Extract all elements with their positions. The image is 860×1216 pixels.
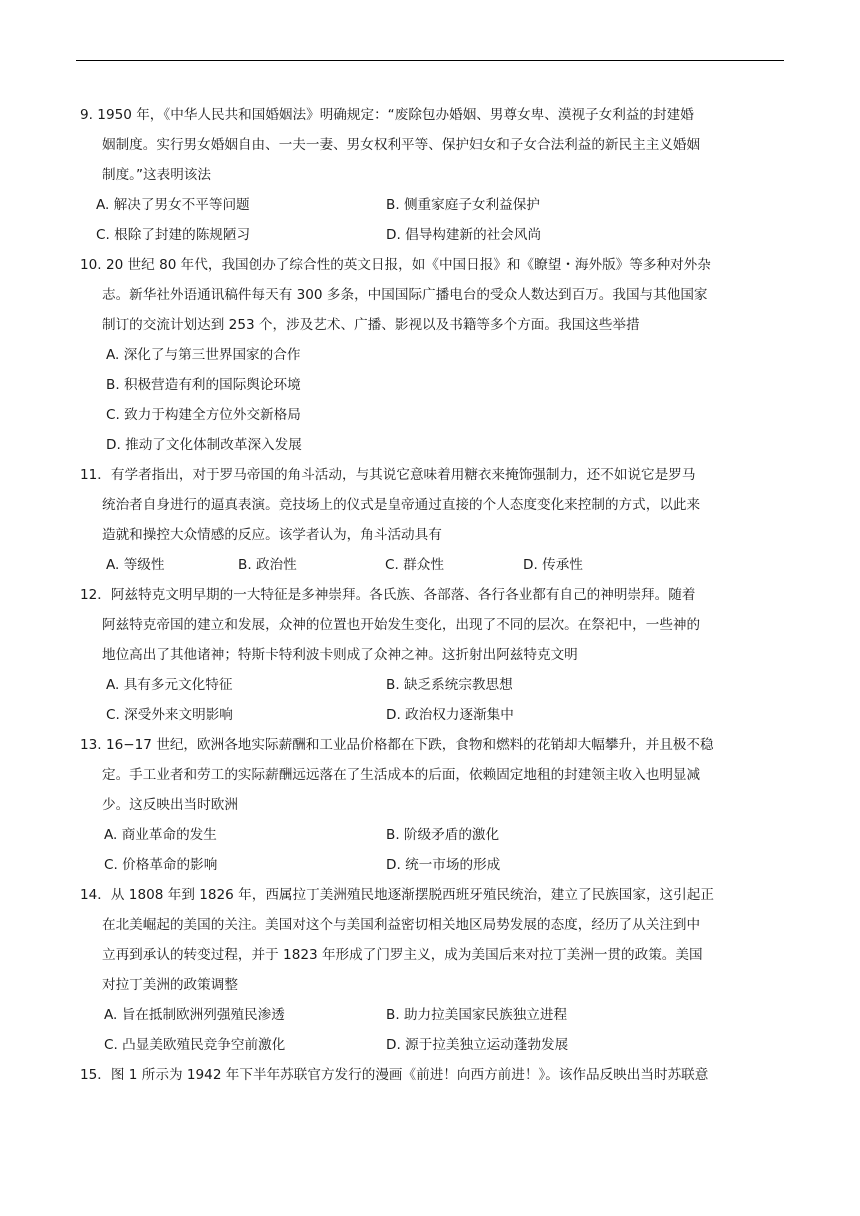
option-b: B. 阶级矛盾的激化 (386, 827, 500, 843)
option-a: A. 旨在抵制欧洲列强殖民渗透 (104, 1007, 285, 1023)
option-a: A. 商业革命的发生 (104, 827, 217, 843)
question-stem (80, 1060, 780, 1090)
stem-line: 13. 16−17 世纪，欧洲各地实际薪酬和工业品价格都在下跌，食物和燃料的花销却大幅攀升，并且极不稳 (80, 737, 714, 753)
stem-line: 定。手工业者和劳工的实际薪酬远远落在了生活成本的后面，依赖固定地租的封建领主收入也明显减 (102, 767, 701, 783)
option-c: C. 深受外来文明影响 (106, 707, 233, 723)
stem-line: 阿兹特克帝国的建立和发展，众神的位置也开始发生变化，出现了不同的层次。在祭祀中，一些神的 (102, 617, 701, 633)
stem-line: 造就和操控大众情感的反应。该学者认为，角斗活动具有 (102, 527, 442, 543)
stem-line: 12．阿兹特克文明早期的一大特征是多神崇拜。各氏族、各部落、各行各业都有自己的神明崇拜。随着 (80, 587, 696, 603)
stem-line: 对拉丁美洲的政策调整 (102, 977, 238, 993)
question-stem (80, 580, 780, 670)
options (80, 670, 780, 730)
exam-page (80, 100, 780, 1090)
question-15 (80, 1060, 780, 1090)
option-a: A. 解决了男女不平等问题 (96, 197, 250, 213)
option-b: B. 缺乏系统宗教思想 (386, 677, 513, 693)
option-a: A. 等级性 (106, 557, 165, 573)
question-stem (80, 100, 780, 190)
options (80, 340, 780, 460)
stem-line: 14．从 1808 年到 1826 年，西属拉丁美洲殖民地逐渐摆脱西班牙殖民统治，建立了民族国家，这引起正 (80, 887, 714, 903)
question-12 (80, 580, 780, 730)
option-b: B. 助力拉美国家民族独立进程 (386, 1007, 568, 1023)
question-14 (80, 880, 780, 1060)
option-d: D. 源于拉美独立运动蓬勃发展 (386, 1037, 569, 1053)
question-13 (80, 730, 780, 880)
question-11 (80, 460, 780, 580)
stem-line: 立再到承认的转变过程，并于 1823 年形成了门罗主义，成为美国后来对拉丁美洲一贯的政策。美国 (102, 947, 703, 963)
option-b: B. 积极营造有利的国际舆论环境 (106, 377, 301, 393)
option-d: D. 统一市场的形成 (386, 857, 501, 873)
options (80, 1000, 780, 1060)
option-c: C. 凸显美欧殖民竞争空前激化 (104, 1037, 286, 1053)
option-b: B. 侧重家庭子女利益保护 (386, 197, 540, 213)
options (80, 550, 780, 580)
stem-line: 志。新华社外语通讯稿件每天有 300 多条，中国国际广播电台的受众人数达到百万。我国与其他国家 (102, 287, 708, 303)
question-stem (80, 880, 780, 1000)
stem-line: 姻制度。实行男女婚姻自由、一夫一妻、男女权利平等、保护妇女和子女合法利益的新民主主义婚姻 (102, 137, 701, 153)
option-d: D. 倡导构建新的社会风尚 (386, 227, 542, 243)
options (80, 820, 780, 880)
header-rule (76, 60, 784, 61)
option-c: C. 价格革命的影响 (104, 857, 218, 873)
question-stem (80, 250, 780, 340)
options (80, 190, 780, 250)
option-b: B. 政治性 (238, 557, 297, 573)
stem-line: 地位高出了其他诸神；特斯卡特利波卡则成了众神之神。这折射出阿兹特克文明 (102, 647, 578, 663)
stem-line: 10. 20 世纪 80 年代，我国创办了综合性的英文日报，如《中国日报》和《瞭望・海外版》等多种对外杂 (80, 257, 711, 273)
stem-line: 制度。”这表明该法 (102, 167, 211, 183)
option-c: C. 根除了封建的陈规陋习 (96, 227, 251, 243)
option-c: C. 群众性 (385, 557, 444, 573)
stem-line: 统治者自身进行的逼真表演。竞技场上的仪式是皇帝通过直接的个人态度变化来控制的方式，以此来 (102, 497, 701, 513)
question-stem (80, 460, 780, 550)
stem-line: 在北美崛起的美国的关注。美国对这个与美国利益密切相关地区局势发展的态度，经历了从关注到中 (102, 917, 701, 933)
option-d: D. 推动了文化体制改革深入发展 (106, 437, 302, 453)
question-10 (80, 250, 780, 460)
option-d: D. 传承性 (523, 557, 583, 573)
question-stem (80, 730, 780, 820)
option-c: C. 致力于构建全方位外交新格局 (106, 407, 301, 423)
stem-line: 15．图 1 所示为 1942 年下半年苏联官方发行的漫画《前进！向西方前进！》。该作品反映出当时苏联意 (80, 1067, 709, 1083)
option-a: A. 具有多元文化特征 (106, 677, 233, 693)
stem-line: 9. 1950 年，《中华人民共和国婚姻法》明确规定：“废除包办婚姻、男尊女卑、漠视子女利益的封建婚 (80, 107, 694, 123)
option-d: D. 政治权力逐渐集中 (386, 707, 514, 723)
stem-line: 制订的交流计划达到 253 个，涉及艺术、广播、影视以及书籍等多个方面。我国这些举措 (102, 317, 640, 333)
question-9 (80, 100, 780, 250)
stem-line: 11．有学者指出，对于罗马帝国的角斗活动，与其说它意味着用糖衣来掩饰强制力，还不如说它是罗马 (80, 467, 696, 483)
stem-line: 少。这反映出当时欧洲 (102, 797, 238, 813)
option-a: A. 深化了与第三世界国家的合作 (106, 347, 301, 363)
